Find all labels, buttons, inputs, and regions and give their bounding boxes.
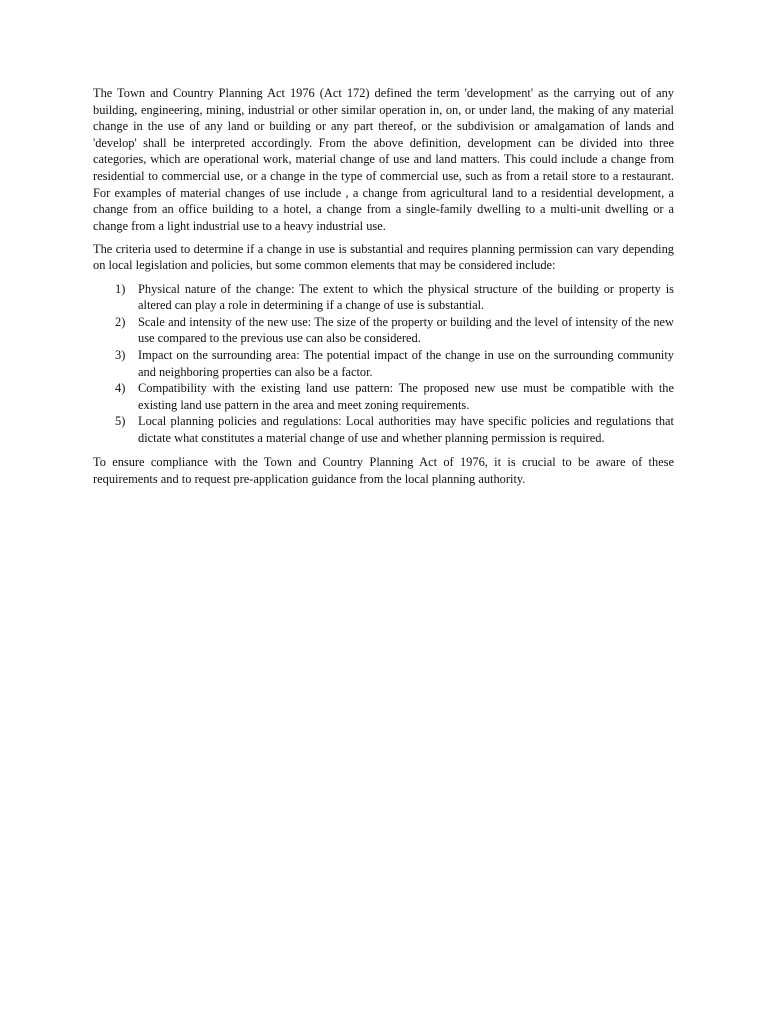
list-item (93, 380, 674, 413)
list-item-number: 5) (115, 414, 126, 429)
list-item (93, 314, 674, 347)
list-item-number: 4) (115, 381, 126, 396)
list-item (93, 347, 674, 380)
list-item-text: Scale and intensity of the new use: The size of the property or building and the level of intensity of the new use compared to the previous use can also be considered. (138, 314, 674, 346)
document-page (93, 85, 674, 494)
list-item-text: Impact on the surrounding area: The potential impact of the change in use on the surrounding community and neighboring properties can also be a factor. (138, 347, 674, 379)
list-item-text: Local planning policies and regulations: Local authorities may have specific policies and regulations that dictate what constitutes a material change of use and whether planning permission is required. (138, 414, 674, 445)
list-item-number: 2) (115, 314, 126, 329)
list-item-text: Compatibility with the existing land use pattern: The proposed new use must be compatible with the existing land use pattern in the area and meet zoning requirements. (138, 381, 674, 412)
list-item-number: 1) (115, 281, 126, 296)
paragraph-criteria-intro: The criteria used to determine if a change in use is substantial and requires planning permission can vary depending on local legislation and policies, but some common elements that may be considered include: (93, 241, 674, 273)
list-item-text: Physical nature of the change: The extent to which the physical structure of the building or property is altered can play a role in determining if a change of use is substantial. (138, 281, 674, 313)
list-item-number: 3) (115, 347, 126, 362)
criteria-list (93, 281, 674, 447)
paragraph-conclusion: To ensure compliance with the Town and Country Planning Act of 1976, it is crucial to be aware of these requirements and to request pre-application guidance from the local planning authority. (93, 455, 674, 487)
list-item (93, 281, 674, 314)
paragraph-definition: The Town and Country Planning Act 1976 (Act 172) defined the term 'development' as the carrying out of any building, engineering, mining, industrial or other similar operation in, on, or under land, the making of any material change in the use of any land or building or any part thereof, or the subdivision or amalgamation of lands and 'develop' shall be interpreted accordingly. From the above definition, development can be divided into three categories, which are operational work, material change of use and land matters. This could include a change from residential to commercial use, or a change in the type of commercial use, such as from a retail store to a restaurant. For examples of material changes of use include , a change from agricultural land to a residential development, a change from an office building to a hotel, a change from a single-family dwelling to a multi-unit dwelling or a change from a light industrial use to a heavy industrial use. (93, 86, 674, 233)
list-item (93, 413, 674, 446)
